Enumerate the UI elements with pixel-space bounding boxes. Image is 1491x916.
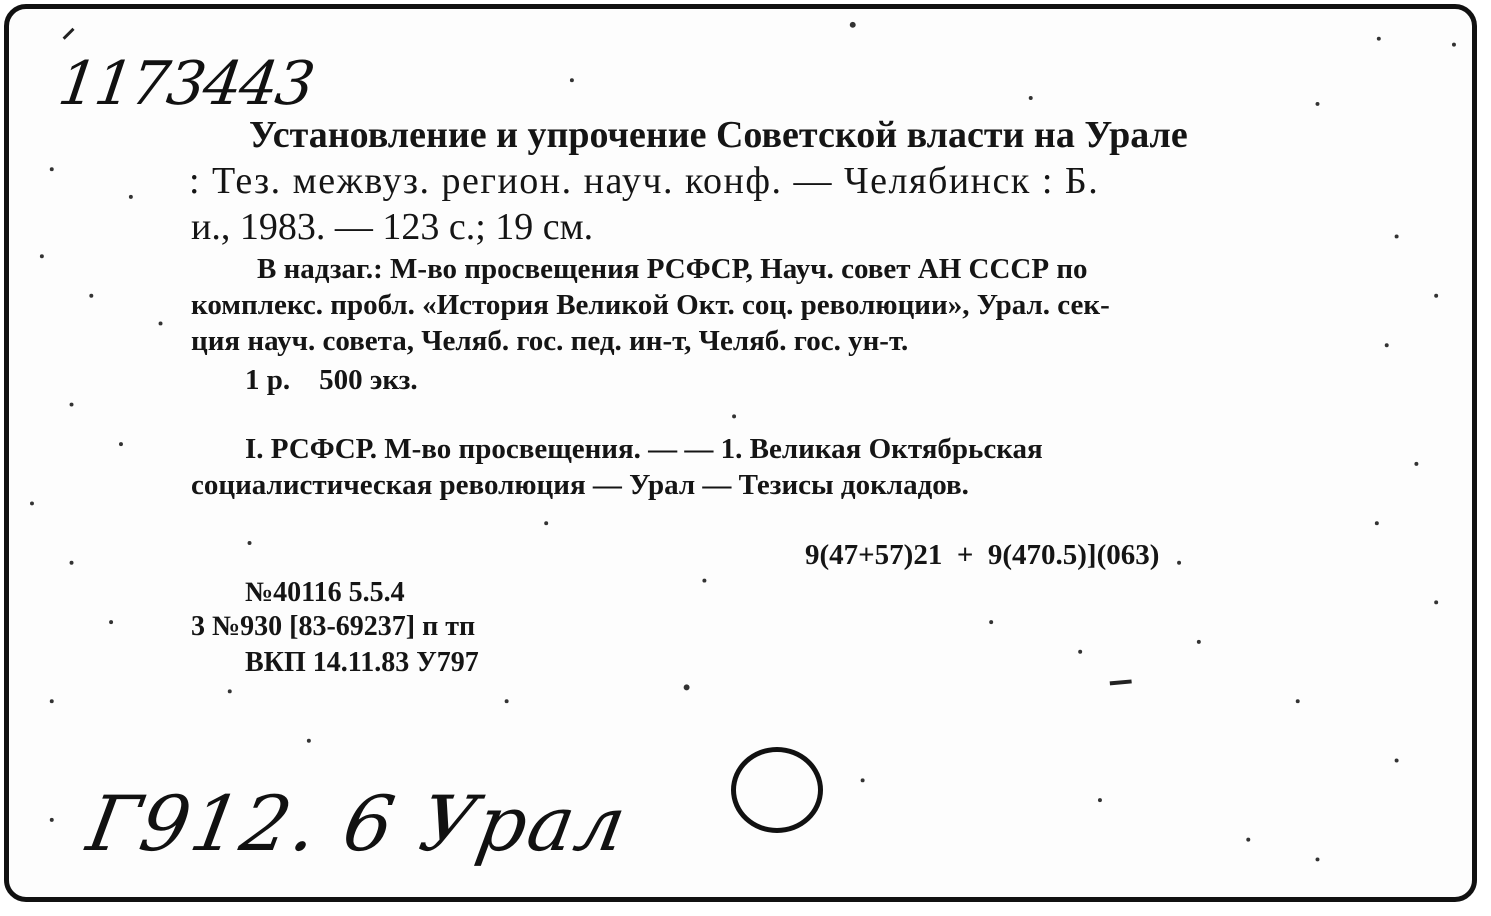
catalog-code-1: №40116 5.5.4: [245, 577, 405, 608]
circle-stamp-mark: [731, 747, 823, 833]
note-line-3: ция науч. совета, Челяб. гос. пед. ин-т, Челяб. гос. ун-т.: [191, 325, 909, 357]
price-run: 1 р. 500 экз.: [245, 364, 418, 396]
subject-line-1: I. РСФСР. М-во просвещения. — — 1. Великая Октябрьская: [245, 433, 1043, 465]
note-line-2: комплекс. пробл. «История Великой Окт. соц. революции», Урал. сек-: [191, 289, 1110, 321]
card-title: Установление и упрочение Советской власти на Урале: [249, 114, 1188, 156]
shelf-mark-handwritten: Г912. 6 Урал: [81, 779, 635, 868]
accession-number-handwritten: 1173443: [54, 49, 318, 119]
catalog-card: [4, 4, 1477, 902]
classification-index: 9(47+57)21 + 9(470.5)](063): [805, 539, 1160, 571]
catalog-code-3: ВКП 14.11.83 У797: [245, 647, 479, 678]
subject-line-2: социалистическая революция — Урал — Тезисы докладов.: [191, 469, 969, 501]
imprint-line-2: и., 1983. — 123 с.; 19 см.: [191, 206, 594, 248]
catalog-code-2: 3 №930 [83-69237] п тп: [191, 611, 476, 642]
imprint-line-1: : Тез. межвуз. регион. науч. конф. — Челябинск : Б.: [189, 160, 1100, 202]
note-line-1: В надзаг.: М-во просвещения РСФСР, Науч. совет АН СССР по: [257, 253, 1088, 285]
